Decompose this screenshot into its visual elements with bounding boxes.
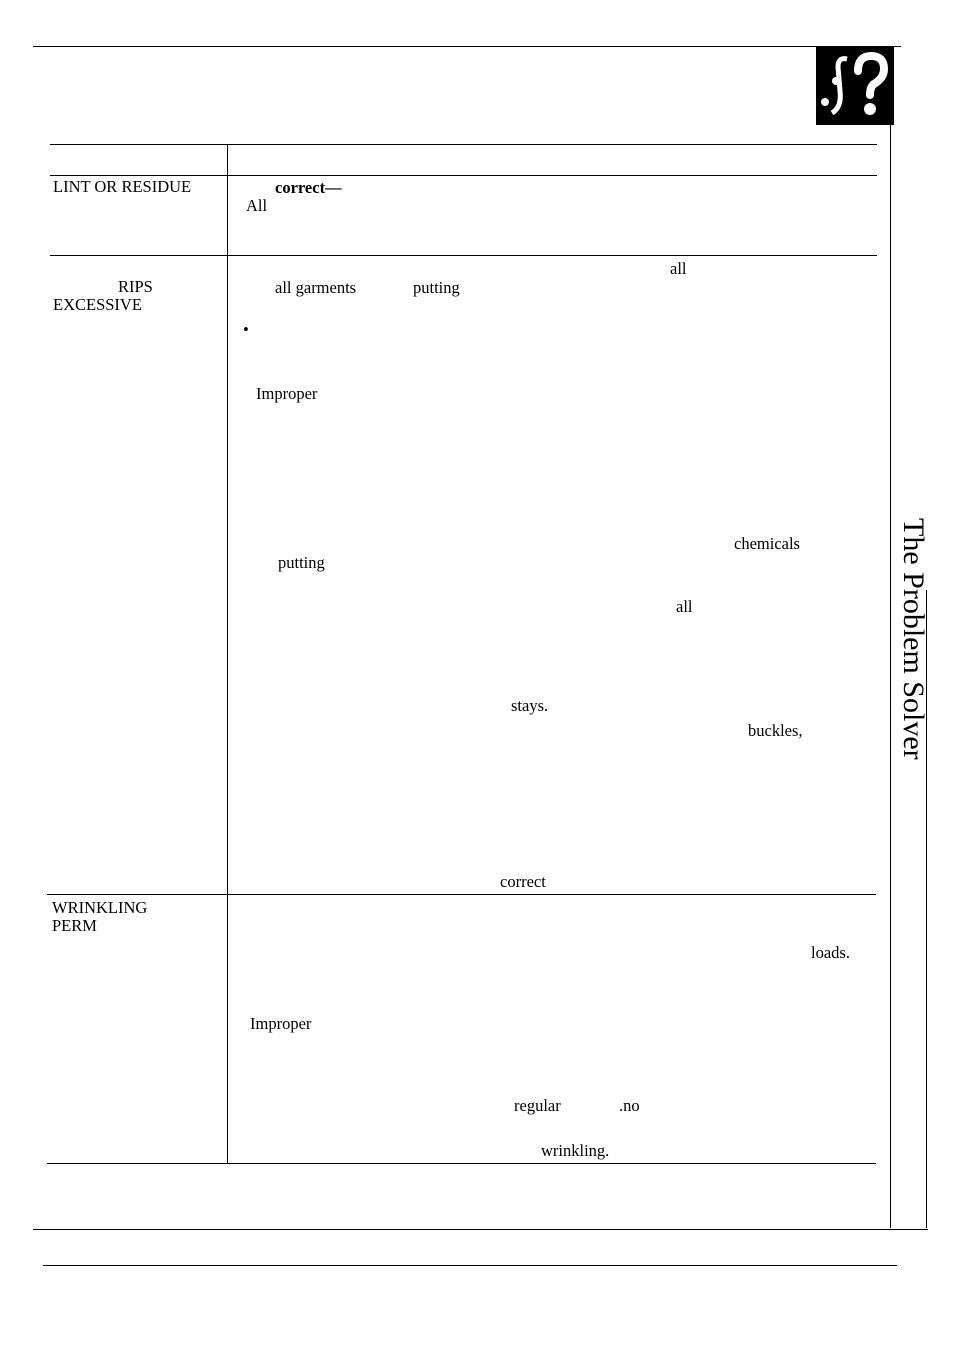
problem-label-rips: RIPS — [118, 277, 153, 296]
table-bottom-rule — [47, 1163, 876, 1164]
solution-fragment: correct— — [275, 178, 342, 197]
footer-rule-1 — [33, 1229, 928, 1230]
solution-fragment: correct — [500, 872, 546, 891]
right-border-outer — [890, 125, 891, 1228]
solution-fragment: regular — [514, 1096, 561, 1115]
solution-fragment: putting — [278, 553, 325, 572]
solution-fragment: all — [670, 259, 687, 278]
footer-rule-2 — [43, 1265, 897, 1266]
solution-fragment: wrinkling. — [541, 1141, 610, 1160]
table-top-rule — [50, 144, 877, 145]
solution-fragment: chemicals — [734, 534, 800, 553]
side-title: The Problem Solver — [897, 518, 930, 760]
solution-fragment: stays. — [511, 696, 549, 715]
header-rule — [33, 46, 901, 47]
solution-fragment: all — [676, 597, 693, 616]
table-column-divider — [227, 144, 228, 1164]
problem-solver-question-icon — [816, 47, 894, 125]
solution-fragment: .no — [619, 1096, 640, 1115]
solution-fragment: All — [246, 196, 268, 215]
problem-label-perm: PERM — [52, 916, 97, 935]
solution-fragment: Improper — [250, 1014, 312, 1033]
solution-fragment: Improper — [256, 384, 318, 403]
solution-fragment: putting — [413, 278, 460, 297]
row-divider-1 — [50, 255, 877, 256]
problem-label-wrinkling: WRINKLING — [52, 898, 148, 917]
table-header-rule — [50, 175, 877, 176]
solution-fragment: all garments — [275, 278, 357, 297]
problem-label-lint: LINT OR RESIDUE — [53, 177, 192, 196]
bullet-icon: • — [243, 320, 249, 339]
solution-fragment: buckles, — [748, 721, 803, 740]
problem-label-excessive: EXCESSIVE — [53, 295, 142, 314]
solution-fragment: loads. — [811, 943, 850, 962]
row-divider-2 — [47, 894, 876, 895]
